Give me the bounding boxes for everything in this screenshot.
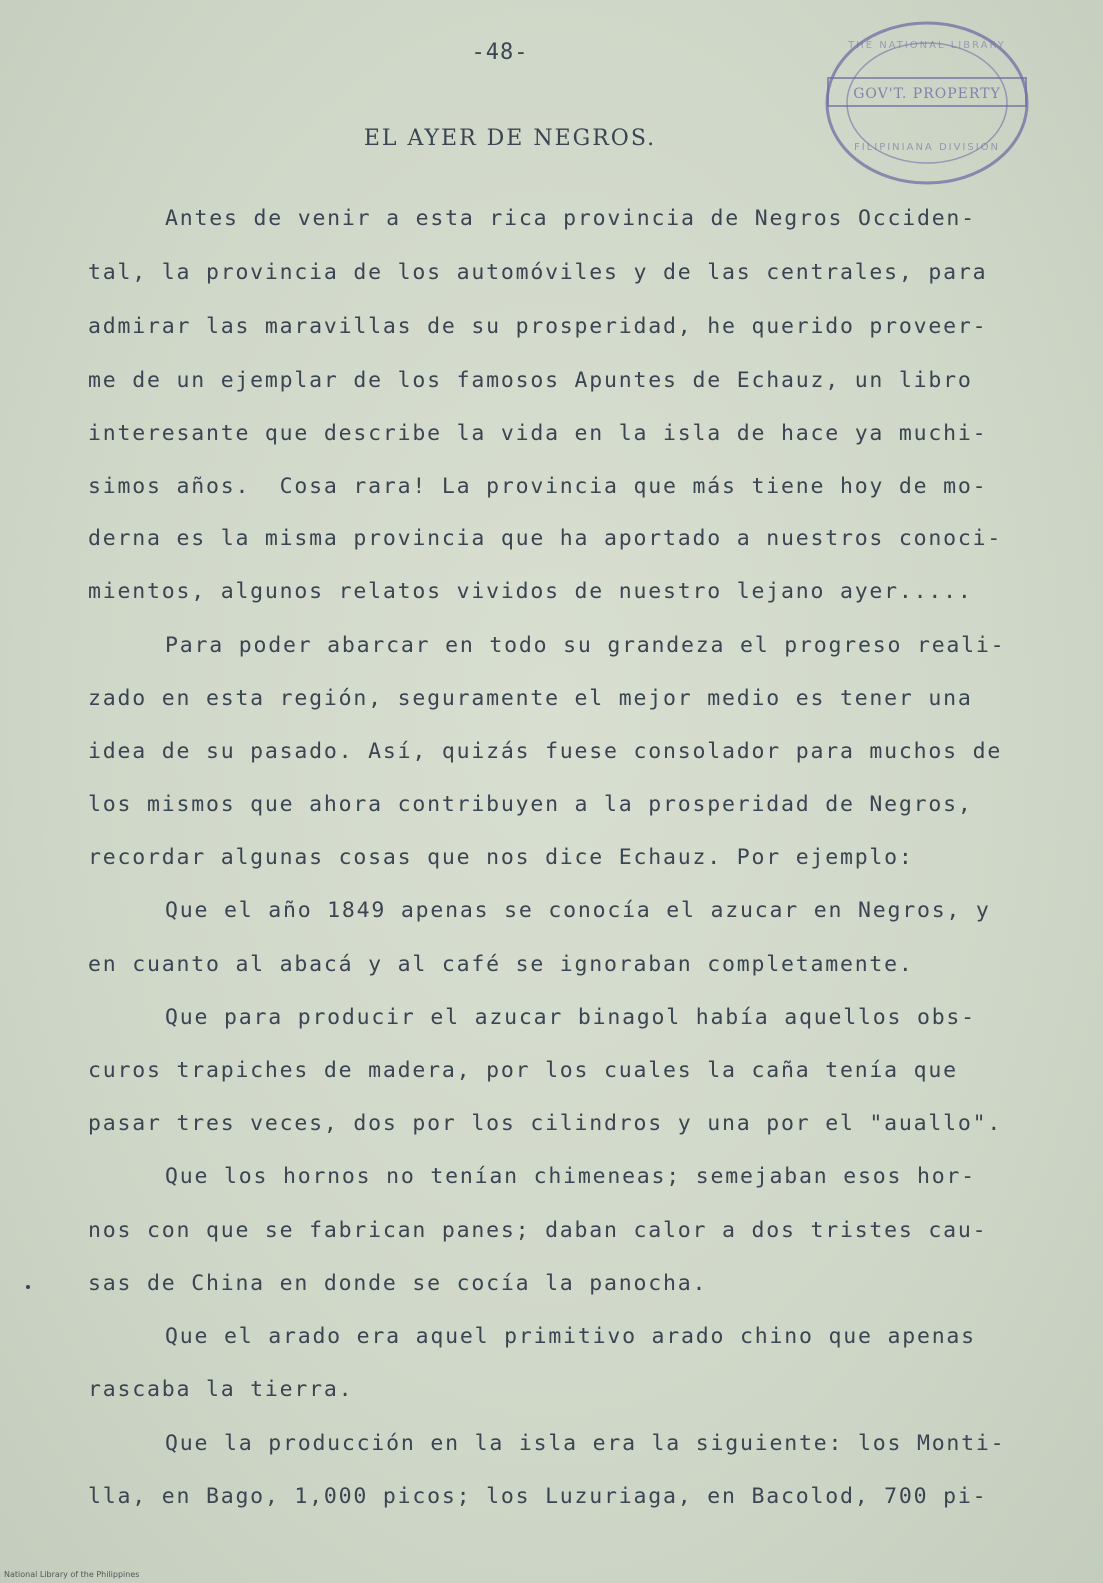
text-line: interesante que describe la vida en la isla de hace ya muchi-: [88, 421, 988, 446]
svg-text:GOV'T. PROPERTY: GOV'T. PROPERTY: [853, 86, 1001, 102]
text-line: curos trapiches de madera, por los cuales la caña tenía que: [88, 1058, 958, 1083]
text-line: Que la producción en la isla era la siguiente: los Monti-: [165, 1431, 1006, 1456]
text-line: en cuanto al abacá y al café se ignoraban completamente.: [88, 952, 914, 977]
text-line: Que los hornos no tenían chimeneas; semejaban esos hor-: [165, 1164, 976, 1189]
text-line: mientos, algunos relatos vividos de nuestro lejano ayer.....: [88, 579, 973, 604]
text-line: los mismos que ahora contribuyen a la prosperidad de Negros,: [88, 792, 973, 817]
text-line: lla, en Bago, 1,000 picos; los Luzuriaga, en Bacolod, 700 pi-: [88, 1484, 988, 1509]
text-line: idea de su pasado. Así, quizás fuese consolador para muchos de: [88, 739, 1003, 764]
text-line: tal, la provincia de los automóviles y de las centrales, para: [88, 260, 988, 285]
svg-text:THE NATIONAL LIBRARY: THE NATIONAL LIBRARY: [848, 40, 1006, 51]
library-footer: National Library of the Philippines: [4, 1570, 140, 1579]
ink-speck: [26, 1285, 30, 1289]
text-line: recordar algunas cosas que nos dice Echauz. Por ejemplo:: [88, 845, 914, 870]
text-line: zado en esta región, seguramente el mejor medio es tener una: [88, 686, 973, 711]
text-line: Para poder abarcar en todo su grandeza el progreso reali-: [165, 633, 1006, 658]
text-line: Antes de venir a esta rica provincia de Negros Occiden-: [165, 206, 976, 231]
text-line: sas de China en donde se cocía la panocha.: [88, 1271, 708, 1296]
text-line: derna es la misma provincia que ha aportado a nuestros conoci-: [88, 526, 1003, 551]
page-title: EL AYER DE NEGROS.: [363, 126, 657, 151]
text-line: Que para producir el azucar binagol había aquellos obs-: [165, 1005, 976, 1030]
page-number: -48-: [471, 40, 529, 65]
text-line: Que el año 1849 apenas se conocía el azucar en Negros, y: [165, 898, 991, 923]
text-line: simos años. Cosa rara! La provincia que más tiene hoy de mo-: [88, 474, 988, 499]
text-line: admirar las maravillas de su prosperidad, he querido proveer-: [88, 314, 988, 339]
svg-text:FILIPINIANA DIVISION: FILIPINIANA DIVISION: [853, 142, 1001, 153]
text-line: pasar tres veces, dos por los cilindros y una por el "auallo".: [88, 1111, 1003, 1136]
text-line: rascaba la tierra.: [88, 1377, 354, 1402]
text-line: nos con que se fabrican panes; daban calor a dos tristes cau-: [88, 1218, 988, 1243]
text-line: Que el arado era aquel primitivo arado chino que apenas: [165, 1324, 976, 1349]
text-line: me de un ejemplar de los famosos Apuntes de Echauz, un libro: [88, 368, 973, 393]
